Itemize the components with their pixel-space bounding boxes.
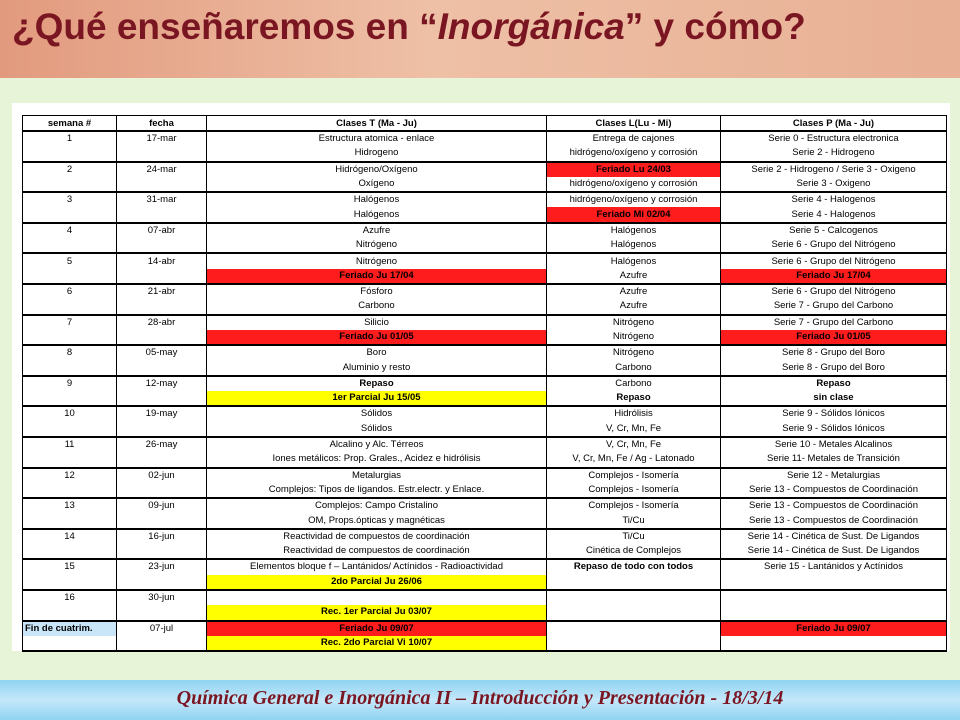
cell-clases-p: Serie 4 - Halogenos <box>721 207 947 222</box>
cell-week: 16 <box>23 590 117 605</box>
cell-clases-l: Carbono <box>547 360 721 375</box>
cell-clases-l: Nitrógeno <box>547 345 721 360</box>
cell-clases-p: Serie 14 - Cinética de Sust. De Ligandos <box>721 529 947 544</box>
cell-clases-t: Fósforo <box>207 284 547 299</box>
cell-clases-p: Serie 2 - Hidrogeno <box>721 146 947 161</box>
cell-clases-t: Rec. 2do Parcial Vi 10/07 <box>207 636 547 651</box>
cell-date <box>117 391 207 406</box>
cell-date: 07-abr <box>117 223 207 238</box>
cell-date: 26-may <box>117 437 207 452</box>
title-suffix: ” y cómo? <box>624 6 806 47</box>
table-row <box>23 177 947 192</box>
cell-date <box>117 177 207 192</box>
cell-clases-l <box>547 621 721 636</box>
cell-week <box>23 207 117 222</box>
cell-clases-l: Ti/Cu <box>547 513 721 528</box>
cell-clases-p: Serie 11- Metales de Transición <box>721 452 947 467</box>
cell-week <box>23 269 117 284</box>
cell-clases-l: Azufre <box>547 299 721 314</box>
cell-clases-t: Oxígeno <box>207 177 547 192</box>
header-clases-p: Clases P (Ma - Ju) <box>721 116 947 132</box>
cell-week <box>23 483 117 498</box>
cell-clases-p: Serie 13 - Compuestos de Coordinación <box>721 513 947 528</box>
cell-date <box>117 238 207 253</box>
cell-clases-p <box>721 575 947 590</box>
table-row <box>23 529 947 544</box>
cell-clases-t: OM, Props.ópticas y magnéticas <box>207 513 547 528</box>
table-row <box>23 345 947 360</box>
cell-clases-p: Serie 14 - Cinética de Sust. De Ligandos <box>721 544 947 559</box>
cell-clases-l: hidrógeno/oxígeno y corrosión <box>547 192 721 207</box>
cell-clases-t: Halógenos <box>207 207 547 222</box>
title-italic: Inorgánica <box>437 6 625 47</box>
cell-clases-l: V, Cr, Mn, Fe <box>547 422 721 437</box>
cell-clases-t: Reactividad de compuestos de coordinación <box>207 544 547 559</box>
table-row <box>23 269 947 284</box>
cell-date: 31-mar <box>117 192 207 207</box>
table-row <box>23 146 947 161</box>
slide-title <box>12 6 806 48</box>
cell-clases-p: Serie 15 - Lantánidos y Actínidos <box>721 559 947 574</box>
cell-week <box>23 146 117 161</box>
cell-clases-l: Complejos - Isomería <box>547 483 721 498</box>
cell-week: 2 <box>23 162 117 177</box>
cell-date: 28-abr <box>117 315 207 330</box>
cell-date: 30-jun <box>117 590 207 605</box>
cell-clases-t: Sólidos <box>207 422 547 437</box>
cell-clases-t: Silicio <box>207 315 547 330</box>
cell-clases-p: Serie 8 - Grupo del Boro <box>721 345 947 360</box>
cell-clases-t: 1er Parcial Ju 15/05 <box>207 391 547 406</box>
header-clases-t: Clases T (Ma - Ju) <box>207 116 547 132</box>
cell-clases-p: Feriado Ju 09/07 <box>721 621 947 636</box>
cell-clases-p <box>721 590 947 605</box>
cell-week: 5 <box>23 253 117 268</box>
cell-date <box>117 513 207 528</box>
cell-clases-p <box>721 605 947 620</box>
cell-date: 05-may <box>117 345 207 360</box>
cell-clases-t: Elementos bloque f – Lantánidos/ Actínidos - Radioactividad <box>207 559 547 574</box>
cell-date <box>117 544 207 559</box>
cell-clases-l: Ti/Cu <box>547 529 721 544</box>
cell-clases-t: Nitrógeno <box>207 253 547 268</box>
cell-clases-l: Nitrógeno <box>547 315 721 330</box>
cell-clases-p: Serie 3 - Oxigeno <box>721 177 947 192</box>
cell-week: 14 <box>23 529 117 544</box>
cell-clases-l: V, Cr, Mn, Fe / Ag - Latonado <box>547 452 721 467</box>
cell-clases-l: hidrógeno/oxígeno y corrosión <box>547 177 721 192</box>
cell-week: 9 <box>23 376 117 391</box>
table-row <box>23 544 947 559</box>
cell-week <box>23 330 117 345</box>
schedule-body <box>23 131 947 651</box>
title-bar <box>0 0 960 78</box>
cell-clases-l: Azufre <box>547 284 721 299</box>
cell-clases-p: Serie 2 - Hidrogeno / Serie 3 - Oxigeno <box>721 162 947 177</box>
cell-clases-t: Complejos: Tipos de ligandos. Estr.electr. y Enlace. <box>207 483 547 498</box>
table-row <box>23 621 947 636</box>
table-row <box>23 376 947 391</box>
cell-week <box>23 391 117 406</box>
table-row <box>23 192 947 207</box>
cell-clases-t: Hidrógeno/Oxígeno <box>207 162 547 177</box>
table-row <box>23 437 947 452</box>
table-row <box>23 636 947 651</box>
table-row <box>23 513 947 528</box>
cell-date <box>117 299 207 314</box>
cell-clases-t: Repaso <box>207 376 547 391</box>
cell-date: 19-may <box>117 406 207 421</box>
table-row <box>23 498 947 513</box>
cell-clases-p: Serie 0 - Estructura electronica <box>721 131 947 146</box>
cell-clases-l: Feriado Lu 24/03 <box>547 162 721 177</box>
cell-week: 6 <box>23 284 117 299</box>
cell-clases-t: Alcalino y Alc. Térreos <box>207 437 547 452</box>
cell-clases-l: Complejos - Isomería <box>547 498 721 513</box>
cell-clases-t: Complejos: Campo Cristalino <box>207 498 547 513</box>
table-row <box>23 299 947 314</box>
cell-date <box>117 207 207 222</box>
cell-week: 12 <box>23 468 117 483</box>
cell-week: 8 <box>23 345 117 360</box>
footer-bar <box>0 680 960 720</box>
title-prefix: ¿Qué enseñaremos en “ <box>12 6 438 47</box>
cell-clases-t: 2do Parcial Ju 26/06 <box>207 575 547 590</box>
cell-clases-l: Repaso <box>547 391 721 406</box>
table-row <box>23 207 947 222</box>
header-clases-l: Clases L(Lu - Mi) <box>547 116 721 132</box>
cell-week <box>23 360 117 375</box>
cell-clases-l: Cinética de Complejos <box>547 544 721 559</box>
cell-clases-p: Serie 6 - Grupo del Nitrógeno <box>721 284 947 299</box>
cell-clases-p: Serie 13 - Compuestos de Coordinación <box>721 498 947 513</box>
cell-week: 10 <box>23 406 117 421</box>
table-row <box>23 452 947 467</box>
cell-clases-t: Metalurgias <box>207 468 547 483</box>
cell-clases-t: Sólidos <box>207 406 547 421</box>
cell-clases-l: Hidrólisis <box>547 406 721 421</box>
cell-clases-l: V, Cr, Mn, Fe <box>547 437 721 452</box>
cell-clases-l: Entrega de cajones <box>547 131 721 146</box>
cell-clases-l: Repaso de todo con todos <box>547 559 721 574</box>
cell-date: 09-jun <box>117 498 207 513</box>
table-row <box>23 253 947 268</box>
cell-date: 07-jul <box>117 621 207 636</box>
cell-clases-p: Repaso <box>721 376 947 391</box>
table-row <box>23 406 947 421</box>
table-row <box>23 605 947 620</box>
table-row <box>23 238 947 253</box>
schedule-table <box>22 115 947 652</box>
table-row <box>23 162 947 177</box>
cell-clases-t: Feriado Ju 17/04 <box>207 269 547 284</box>
cell-week <box>23 238 117 253</box>
cell-date: 16-jun <box>117 529 207 544</box>
cell-date <box>117 636 207 651</box>
cell-clases-t: Feriado Ju 09/07 <box>207 621 547 636</box>
cell-date <box>117 330 207 345</box>
footer-text: Química General e Inorgánica II – Introducción y Presentación - 18/3/14 <box>176 687 784 709</box>
cell-clases-p: Serie 13 - Compuestos de Coordinación <box>721 483 947 498</box>
cell-week <box>23 544 117 559</box>
header-row <box>23 116 947 132</box>
cell-clases-t: Hidrogeno <box>207 146 547 161</box>
table-row <box>23 223 947 238</box>
cell-clases-p: Feriado Ju 01/05 <box>721 330 947 345</box>
cell-clases-p <box>721 636 947 651</box>
table-row <box>23 468 947 483</box>
cell-clases-t <box>207 590 547 605</box>
table-row <box>23 590 947 605</box>
cell-week <box>23 422 117 437</box>
cell-clases-p: Serie 8 - Grupo del Boro <box>721 360 947 375</box>
cell-date: 23-jun <box>117 559 207 574</box>
cell-week: 7 <box>23 315 117 330</box>
cell-week <box>23 177 117 192</box>
cell-date <box>117 360 207 375</box>
cell-week <box>23 575 117 590</box>
cell-clases-t: Iones metálicos: Prop. Grales., Acidez e hidrólisis <box>207 452 547 467</box>
table-row <box>23 315 947 330</box>
cell-date <box>117 452 207 467</box>
cell-clases-p: Feriado Ju 17/04 <box>721 269 947 284</box>
cell-clases-p: Serie 7 - Grupo del Carbono <box>721 299 947 314</box>
table-row <box>23 131 947 146</box>
table-row <box>23 575 947 590</box>
cell-clases-l: Carbono <box>547 376 721 391</box>
table-row <box>23 483 947 498</box>
table-row <box>23 391 947 406</box>
cell-clases-l <box>547 636 721 651</box>
cell-clases-p: Serie 10 - Metales Alcalinos <box>721 437 947 452</box>
cell-date: 02-jun <box>117 468 207 483</box>
table-row <box>23 422 947 437</box>
cell-week <box>23 299 117 314</box>
cell-clases-t: Boro <box>207 345 547 360</box>
cell-date <box>117 422 207 437</box>
cell-clases-l: hidrógeno/oxígeno y corrosión <box>547 146 721 161</box>
cell-clases-p: Serie 4 - Halogenos <box>721 192 947 207</box>
cell-clases-l <box>547 605 721 620</box>
cell-week: 3 <box>23 192 117 207</box>
cell-clases-l <box>547 575 721 590</box>
cell-clases-l: Complejos - Isomería <box>547 468 721 483</box>
cell-date <box>117 269 207 284</box>
cell-week: 13 <box>23 498 117 513</box>
cell-clases-t: Rec. 1er Parcial Ju 03/07 <box>207 605 547 620</box>
cell-clases-p: Serie 9 - Sólidos Iónicos <box>721 406 947 421</box>
cell-clases-p: Serie 12 - Metalurgias <box>721 468 947 483</box>
cell-clases-p: Serie 5 - Calcogenos <box>721 223 947 238</box>
cell-clases-t: Aluminio y resto <box>207 360 547 375</box>
table-row <box>23 330 947 345</box>
cell-clases-l: Halógenos <box>547 253 721 268</box>
cell-week: 4 <box>23 223 117 238</box>
cell-clases-p: Serie 6 - Grupo del Nitrógeno <box>721 238 947 253</box>
cell-clases-t: Nitrógeno <box>207 238 547 253</box>
cell-date <box>117 605 207 620</box>
table-row <box>23 360 947 375</box>
cell-date: 14-abr <box>117 253 207 268</box>
table-row <box>23 559 947 574</box>
cell-clases-t: Halógenos <box>207 192 547 207</box>
cell-week <box>23 513 117 528</box>
cell-clases-t: Azufre <box>207 223 547 238</box>
cell-clases-t: Reactividad de compuestos de coordinación <box>207 529 547 544</box>
cell-clases-p: Serie 6 - Grupo del Nitrógeno <box>721 253 947 268</box>
cell-clases-t: Carbono <box>207 299 547 314</box>
cell-clases-l: Azufre <box>547 269 721 284</box>
cell-date: 17-mar <box>117 131 207 146</box>
cell-date <box>117 483 207 498</box>
cell-clases-l: Halógenos <box>547 223 721 238</box>
cell-date <box>117 146 207 161</box>
cell-week <box>23 605 117 620</box>
cell-date: 21-abr <box>117 284 207 299</box>
cell-clases-l: Halógenos <box>547 238 721 253</box>
header-week: semana # <box>23 116 117 132</box>
cell-week: 15 <box>23 559 117 574</box>
cell-clases-l: Nitrógeno <box>547 330 721 345</box>
cell-clases-l: Feriado Mi 02/04 <box>547 207 721 222</box>
cell-clases-l <box>547 590 721 605</box>
cell-week: 1 <box>23 131 117 146</box>
cell-clases-t: Estructura atomica - enlace <box>207 131 547 146</box>
table-row <box>23 284 947 299</box>
cell-clases-p: Serie 7 - Grupo del Carbono <box>721 315 947 330</box>
cell-week <box>23 452 117 467</box>
cell-date: 12-may <box>117 376 207 391</box>
cell-date: 24-mar <box>117 162 207 177</box>
cell-clases-t: Feriado Ju 01/05 <box>207 330 547 345</box>
cell-week <box>23 636 117 651</box>
cell-week: Fin de cuatrim. <box>23 621 117 636</box>
cell-clases-p: sin clase <box>721 391 947 406</box>
cell-week: 11 <box>23 437 117 452</box>
cell-clases-p: Serie 9 - Sólidos Iónicos <box>721 422 947 437</box>
cell-date <box>117 575 207 590</box>
header-date: fecha <box>117 116 207 132</box>
